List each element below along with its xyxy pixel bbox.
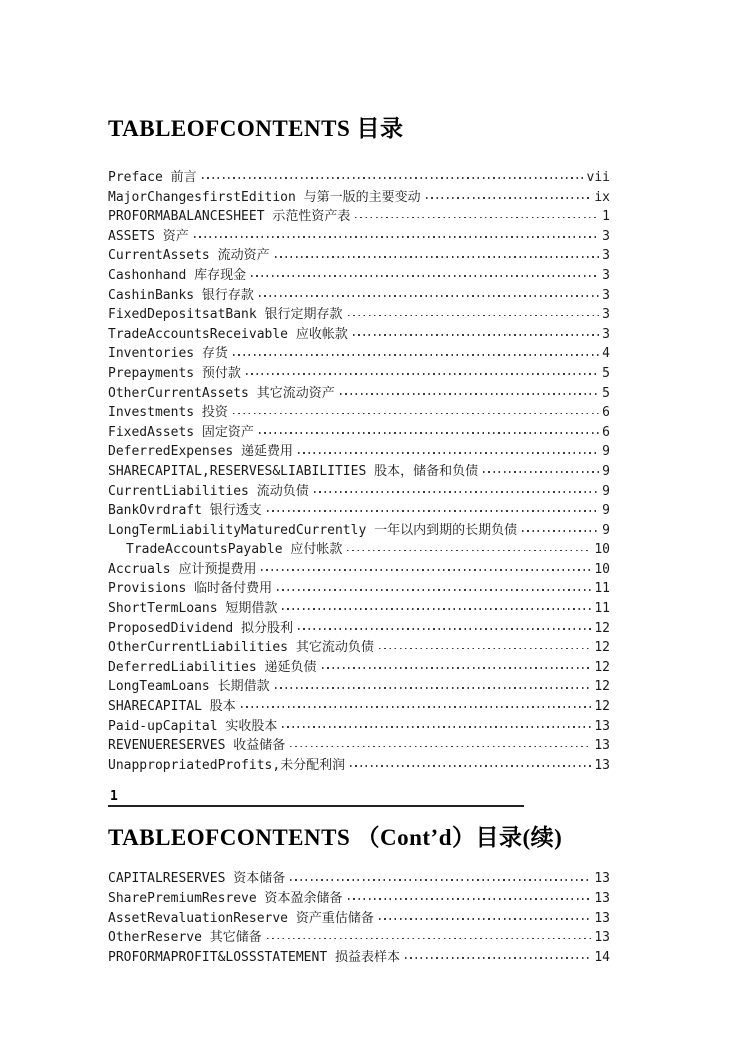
toc-entry-page: 12 <box>594 620 610 636</box>
toc-entry-page: 13 <box>594 891 610 906</box>
toc-entry <box>108 364 610 384</box>
dot-leader <box>267 938 592 940</box>
toc-entry-label: BankOvrdraft 银行透支 <box>108 503 262 519</box>
toc-list <box>108 168 610 775</box>
toc-entry-label: LongTeamLoans 长期借款 <box>108 679 270 695</box>
toc-entry <box>108 207 610 227</box>
toc-entry-page: 9 <box>602 522 610 538</box>
toc-entry <box>108 423 610 443</box>
toc-entry-label: REVENUERESERVES 收益储备 <box>108 738 286 754</box>
toc-entry-page: 9 <box>602 503 610 519</box>
toc-entry-page: 12 <box>594 659 610 675</box>
toc-entry <box>108 246 610 266</box>
toc-entry-page: 5 <box>602 385 610 401</box>
toc-entry-label: ASSETS 资产 <box>108 228 189 244</box>
dot-leader <box>233 413 599 415</box>
toc-entry-page: 9 <box>602 444 610 460</box>
toc-entry-label: CurrentLiabilities 流动负债 <box>108 483 309 499</box>
toc-entry-label: OtherReserve 其它储备 <box>108 930 262 946</box>
toc-entry-label: LongTermLiabilityMaturedCurrently 一年以内到期的长期负债 <box>108 522 518 538</box>
toc-entry-page: 6 <box>602 424 610 440</box>
dot-leader <box>426 197 592 199</box>
toc-entry-page: 10 <box>594 542 610 558</box>
toc-entry-page: 13 <box>594 871 610 887</box>
dot-leader <box>275 687 592 689</box>
toc-entry-page: 3 <box>602 307 610 323</box>
toc-entry-label: OtherCurrentLiabilities 其它流动负债 <box>108 640 374 656</box>
dot-leader <box>379 918 592 920</box>
toc-entry-page: 3 <box>602 287 610 303</box>
toc-entry-label: CurrentAssets 流动资产 <box>108 248 270 264</box>
toc-entry-label: Cashonhand 库存现金 <box>108 267 247 283</box>
dot-leader <box>298 628 591 630</box>
toc-entry-label: CashinBanks 银行存款 <box>108 287 254 303</box>
toc-entry-page: ix <box>594 189 610 205</box>
toc-entry <box>108 227 610 247</box>
toc-entry-label: SHARECAPITAL 股本 <box>108 699 236 715</box>
toc-entry-page: 13 <box>594 757 610 773</box>
toc-entry-page: vii <box>586 170 610 185</box>
dot-leader <box>290 746 591 748</box>
toc-entry-label: Prepayments 预付款 <box>108 365 241 381</box>
toc-entry-page: 1 <box>602 209 610 225</box>
toc-entry-page: 3 <box>602 228 610 244</box>
toc-entry <box>108 325 610 345</box>
toc-entry <box>108 697 610 717</box>
toc-entry <box>108 928 610 948</box>
toc-entry-label: DeferredExpenses 递延费用 <box>108 444 294 460</box>
toc-entry <box>108 344 610 364</box>
page-footer-rule <box>108 785 524 807</box>
dot-leader <box>282 608 591 610</box>
dot-leader <box>322 667 592 669</box>
toc-entry-page: 4 <box>602 346 610 362</box>
toc-entry <box>108 736 610 756</box>
dot-leader <box>314 491 599 493</box>
toc-entry-page: 3 <box>602 326 610 342</box>
toc-entry-page: 13 <box>594 738 610 754</box>
toc-entry-label: UnappropriatedProfits,未分配利润 <box>108 757 346 773</box>
toc-entry-label: ProposedDividend 拟分股利 <box>108 620 294 636</box>
toc-entry-label: SharePremiumResreve 资本盈余储备 <box>108 891 343 906</box>
toc-entry <box>108 579 610 599</box>
toc-entry <box>108 501 610 521</box>
toc-entry-label: PROFORMABALANCESHEET 示范性资产表 <box>108 209 351 225</box>
dot-leader <box>246 373 599 375</box>
dot-leader <box>275 256 600 258</box>
toc-entry-page: 5 <box>602 365 610 381</box>
dot-leader <box>261 569 591 571</box>
toc-entry-label: CAPITALRESERVES 资本储备 <box>108 871 286 887</box>
toc-entry-label: Provisions 临时备付费用 <box>108 581 273 597</box>
toc-title: TABLEOFCONTENTS 目录 <box>108 116 404 141</box>
dot-leader <box>405 957 591 959</box>
toc-entry-page: 11 <box>594 581 610 597</box>
toc-entry-label: Paid-upCapital 实收股本 <box>108 718 278 734</box>
toc-entry <box>108 756 610 776</box>
toc-entry-page: 6 <box>602 405 610 421</box>
toc-entry <box>108 948 610 968</box>
toc-entry <box>108 462 610 482</box>
toc-entry-page: 13 <box>594 910 610 926</box>
toc-entry <box>108 403 610 423</box>
toc-entry <box>108 619 610 639</box>
toc-entry-label: Investments 投资 <box>108 405 228 421</box>
toc-entry-page: 11 <box>594 601 610 617</box>
toc-entry <box>108 482 610 502</box>
dot-leader <box>355 217 599 219</box>
dot-leader <box>298 452 599 454</box>
toc-entry-page: 10 <box>594 561 610 577</box>
toc-entry-label: AssetRevaluationReserve 资产重估储备 <box>108 910 374 926</box>
toc-entry <box>108 442 610 462</box>
dot-leader <box>202 177 584 179</box>
dot-leader <box>241 706 592 708</box>
toc-entry <box>108 384 610 404</box>
toc-entry-page: 13 <box>594 718 610 734</box>
dot-leader <box>483 471 599 473</box>
dot-leader <box>379 648 592 650</box>
toc-entry <box>108 540 610 560</box>
dot-leader <box>259 295 599 297</box>
toc-entry-label: Preface 前言 <box>108 170 197 185</box>
toc-entry <box>108 266 610 286</box>
toc-entry <box>108 188 610 208</box>
toc-entry-page: 3 <box>602 248 610 264</box>
dot-leader <box>282 726 591 728</box>
toc-entry-page: 12 <box>594 640 610 656</box>
toc-entry <box>108 638 610 658</box>
dot-leader <box>347 550 591 552</box>
toc-entry-label: Accruals 应计预提费用 <box>108 561 257 577</box>
dot-leader <box>233 354 599 356</box>
toc-entry <box>108 889 610 909</box>
toc-entry <box>108 717 610 737</box>
toc-entry-page: 12 <box>594 679 610 695</box>
dot-leader <box>259 432 599 434</box>
dot-leader <box>353 334 599 336</box>
toc-entry <box>108 909 610 929</box>
toc-entry-page: 9 <box>602 463 610 479</box>
toc-entry-page: 9 <box>602 483 610 499</box>
toc-list-continued <box>108 869 610 967</box>
toc-entry-label: DeferredLiabilities 递延负债 <box>108 659 317 675</box>
toc-entry-page: 3 <box>602 267 610 283</box>
dot-leader <box>340 393 599 395</box>
toc-entry-label: PROFORMAPROFIT&LOSSSTATEMENT 损益表样本 <box>108 949 400 965</box>
toc-entry-label: SHARECAPITAL,RESERVES&LIABILITIES 股本，储备和负债 <box>108 463 479 479</box>
toc-entry <box>108 168 610 188</box>
toc-entry-label: TradeAccountsPayable 应付帐款 <box>126 542 343 558</box>
toc-entry-label: ShortTermLoans 短期借款 <box>108 601 278 617</box>
toc-entry <box>108 286 610 306</box>
toc-entry <box>108 560 610 580</box>
dot-leader <box>267 510 599 512</box>
dot-leader <box>350 765 591 767</box>
toc-entry-label: Inventories 存货 <box>108 346 228 362</box>
toc-entry <box>108 658 610 678</box>
toc-entry <box>108 599 610 619</box>
toc-entry-label: FixedAssets 固定资产 <box>108 424 254 440</box>
dot-leader <box>277 589 591 591</box>
toc-entry <box>108 869 610 889</box>
toc-entry <box>108 521 610 541</box>
dot-leader <box>251 275 599 277</box>
dot-leader <box>194 236 599 238</box>
toc-entry <box>108 305 610 325</box>
toc-entry-label: OtherCurrentAssets 其它流动资产 <box>108 385 335 401</box>
toc-entry-label: TradeAccountsReceivable 应收帐款 <box>108 326 348 342</box>
dot-leader <box>290 879 591 881</box>
toc-entry-label: FixedDepositsatBank 银行定期存款 <box>108 307 343 323</box>
toc-entry-page: 12 <box>594 699 610 715</box>
toc-entry-page: 13 <box>594 930 610 946</box>
dot-leader <box>348 898 592 900</box>
toc-entry <box>108 677 610 697</box>
toc-entry-label: MajorChangesfirstEdition 与第一版的主要变动 <box>108 189 421 205</box>
dot-leader <box>522 530 599 532</box>
toc-title-continued: TABLEOFCONTENTS （Cont’d）目录(续) <box>108 825 563 851</box>
page-number: 1 <box>110 789 118 805</box>
toc-entry-page: 14 <box>594 949 610 965</box>
dot-leader <box>348 315 600 317</box>
